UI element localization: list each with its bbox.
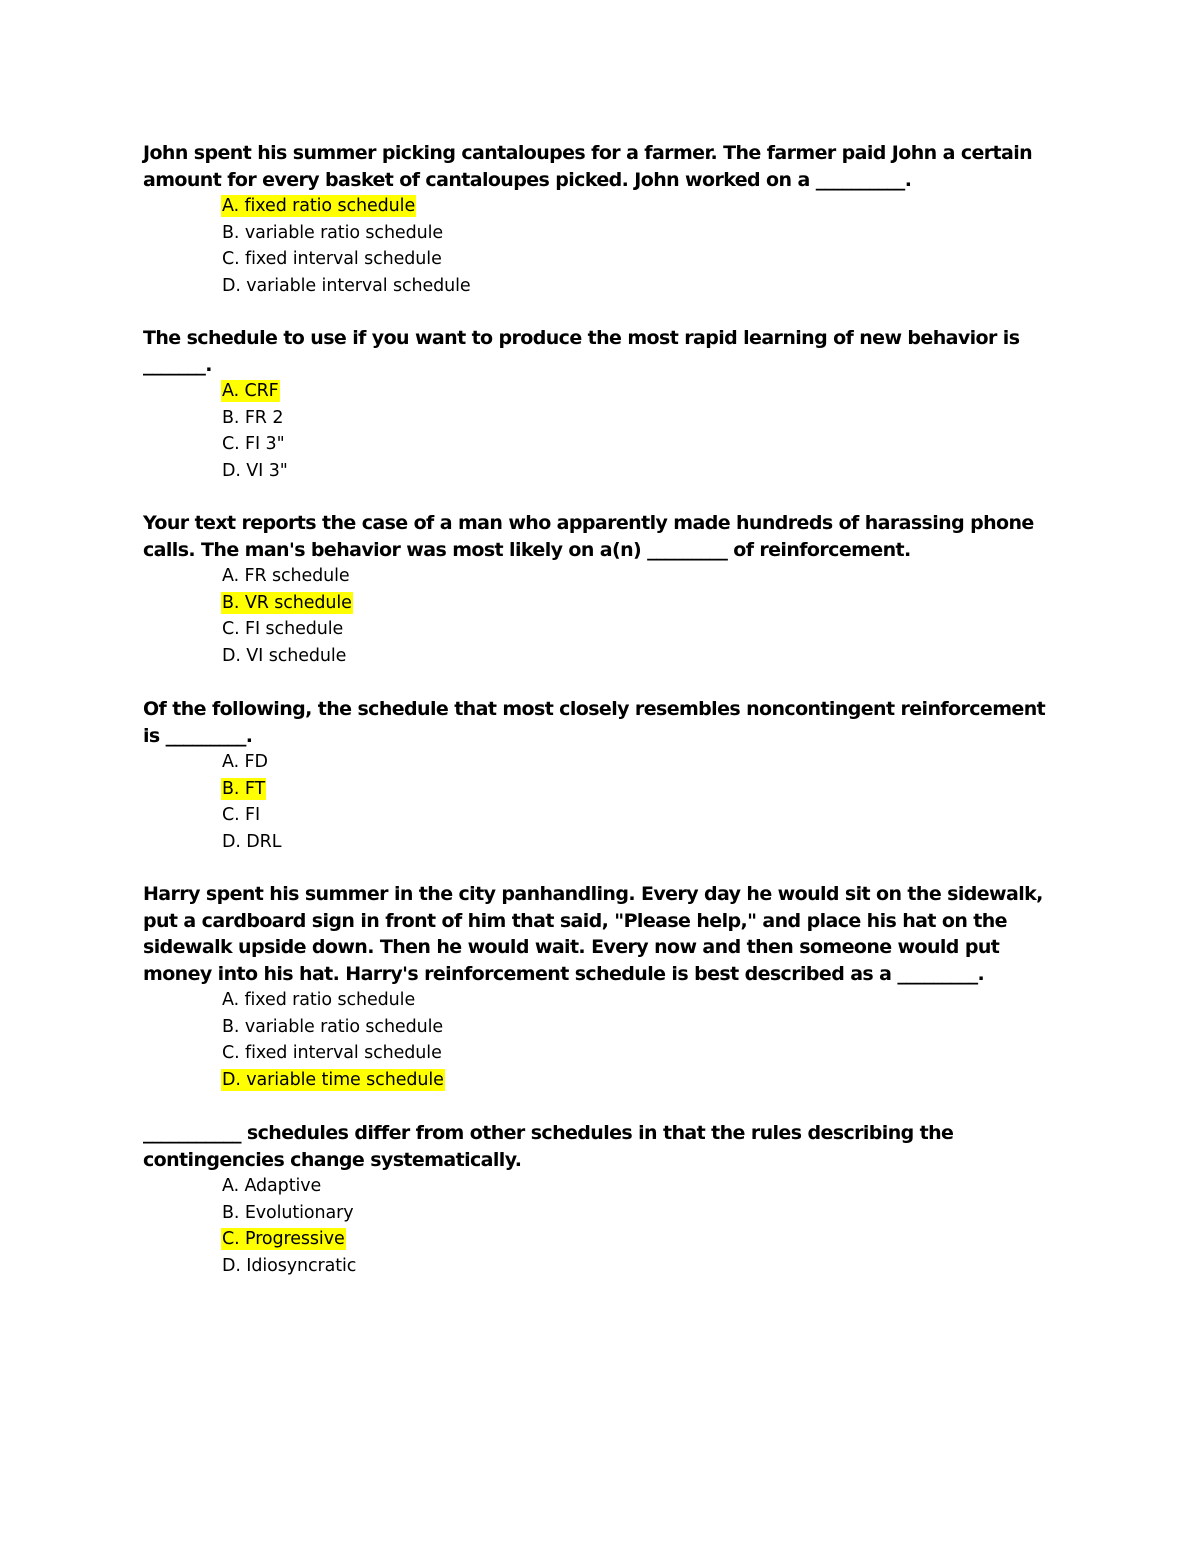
answer-option-d <box>221 643 1063 670</box>
option-text: D. variable interval schedule <box>222 275 471 296</box>
question-stem: ___________ schedules differ from other schedules in that the rules describing the contingencies change systematically. <box>143 1122 960 1171</box>
question-stem: John spent his summer picking cantaloupes for a farmer. The farmer paid John a certain amount for every basket of cantaloupes picked. John worked on a __________. <box>143 142 1039 191</box>
answer-options <box>143 987 1063 1093</box>
answer-option-d <box>221 273 1063 300</box>
answer-options <box>143 749 1063 855</box>
answer-option-b <box>221 405 1063 432</box>
option-text: A. FR schedule <box>222 566 350 586</box>
answer-option-a <box>221 1173 1063 1200</box>
option-text: D. variable time schedule <box>222 1069 444 1090</box>
answer-options <box>143 378 1063 484</box>
answer-option-b <box>221 220 1063 247</box>
answer-option-c <box>221 1040 1063 1067</box>
option-text: C. fixed interval schedule <box>222 1043 442 1064</box>
answer-option-c <box>221 431 1063 458</box>
answer-option-c <box>221 802 1063 829</box>
answer-option-d <box>221 829 1063 856</box>
option-text: B. variable ratio schedule <box>222 1016 444 1037</box>
answer-options <box>143 1173 1063 1279</box>
answer-option-a <box>221 563 1063 590</box>
answer-option-c <box>221 616 1063 643</box>
answer-option-b <box>221 590 1063 617</box>
option-text: A. fixed ratio schedule <box>222 990 416 1010</box>
option-text: B. FR 2 <box>222 407 284 428</box>
option-text: D. DRL <box>222 831 282 852</box>
answer-option-b <box>221 1200 1063 1227</box>
option-text: B. FT <box>222 778 266 799</box>
question-stem: Harry spent his summer in the city panhandling. Every day he would sit on the sidewalk, put a cardboard sign in front of him that said, "Please help," and place his hat on the sidewalk upside down. Then he would wait. Every now and then someone would put money into his hat. Harry's reinforcement schedule is best described as a _________. <box>143 883 1049 985</box>
question-4 <box>143 696 1063 855</box>
answer-option-a <box>221 749 1063 776</box>
answer-option-b <box>221 1014 1063 1041</box>
question-1 <box>143 140 1063 299</box>
answer-option-b <box>221 776 1063 803</box>
option-text: B. Evolutionary <box>222 1202 354 1223</box>
option-text: C. fixed interval schedule <box>222 249 442 270</box>
option-text: A. CRF <box>222 381 279 401</box>
option-text: C. FI schedule <box>222 619 344 640</box>
question-stem: Of the following, the schedule that most closely resembles noncontingent reinforcement is _________. <box>143 698 1052 747</box>
option-text: A. fixed ratio schedule <box>222 196 416 216</box>
option-text: A. Adaptive <box>222 1176 322 1196</box>
question-2 <box>143 325 1063 484</box>
answer-option-d <box>221 458 1063 485</box>
option-text: D. VI 3" <box>222 460 288 481</box>
answer-option-a <box>221 378 1063 405</box>
option-text: D. Idiosyncratic <box>222 1255 357 1276</box>
option-text: C. FI 3" <box>222 434 285 455</box>
answer-option-a <box>221 987 1063 1014</box>
option-text: C. FI <box>222 805 261 826</box>
question-stem: Your text reports the case of a man who apparently made hundreds of harassing phone calls. The man's behavior was most likely on a(n) _________ of reinforcement. <box>143 512 1040 561</box>
option-text: B. VR schedule <box>222 592 352 613</box>
option-text: C. Progressive <box>222 1229 345 1250</box>
option-text: D. VI schedule <box>222 645 347 666</box>
question-stem: The schedule to use if you want to produce the most rapid learning of new behavior is _______. <box>143 327 1026 376</box>
question-3 <box>143 510 1063 669</box>
answer-option-c <box>221 1226 1063 1253</box>
answer-options <box>143 193 1063 299</box>
answer-option-a <box>221 193 1063 220</box>
option-text: B. variable ratio schedule <box>222 222 444 243</box>
question-6 <box>143 1120 1063 1279</box>
answer-option-d <box>221 1253 1063 1280</box>
option-text: A. FD <box>222 752 268 772</box>
answer-options <box>143 563 1063 669</box>
answer-option-c <box>221 246 1063 273</box>
answer-option-d <box>221 1067 1063 1094</box>
question-5 <box>143 881 1063 1093</box>
